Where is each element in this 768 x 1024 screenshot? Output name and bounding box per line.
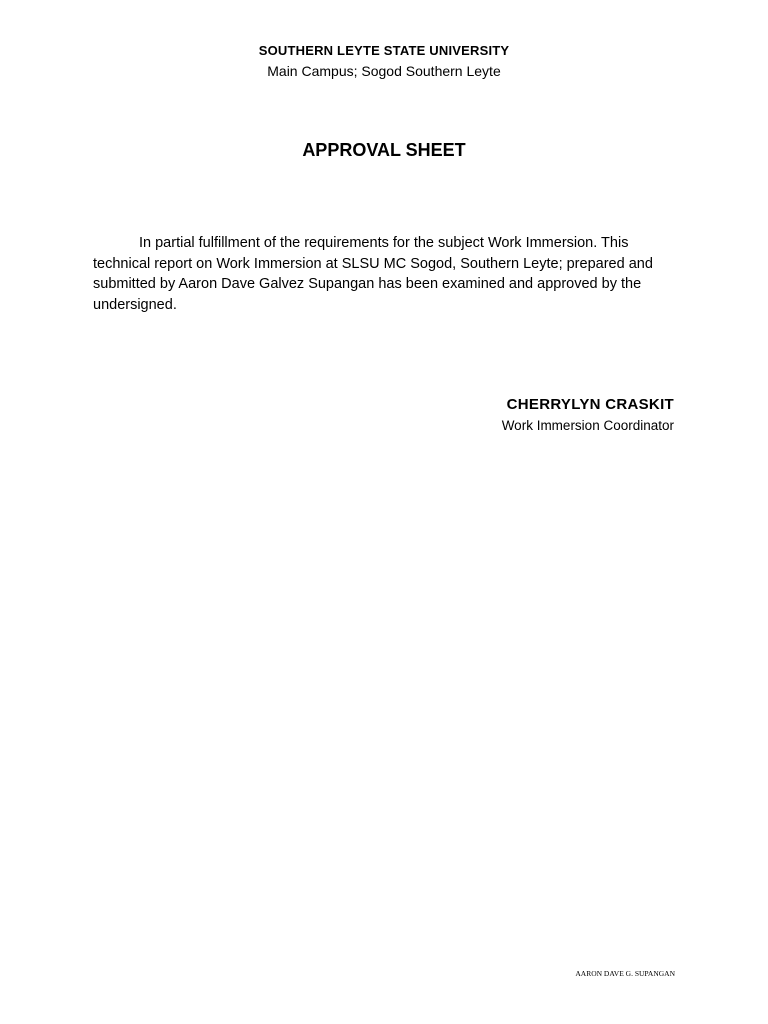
signatory-role: Work Immersion Coordinator: [501, 418, 674, 433]
signatory-block: [502, 396, 674, 435]
campus-name: Main Campus; Sogod Southern Leyte: [267, 63, 501, 79]
document-header: [0, 43, 768, 80]
page-title: APPROVAL SHEET: [302, 140, 466, 160]
signatory-name: CHERRYLYN CRASKIT: [506, 396, 674, 413]
footer-author: AARON DAVE G. SUPANGAN: [575, 969, 675, 978]
university-name: SOUTHERN LEYTE STATE UNIVERSITY: [258, 43, 510, 58]
approval-paragraph: In partial fulfillment of the requirements for the subject Work Immersion. This technical report on Work Immersion at SLSU MC Sogod, Southern Leyte; prepared and submitted by Aaron Dave Galvez Supangan has been examined and approved by the undersigned.: [93, 235, 653, 313]
